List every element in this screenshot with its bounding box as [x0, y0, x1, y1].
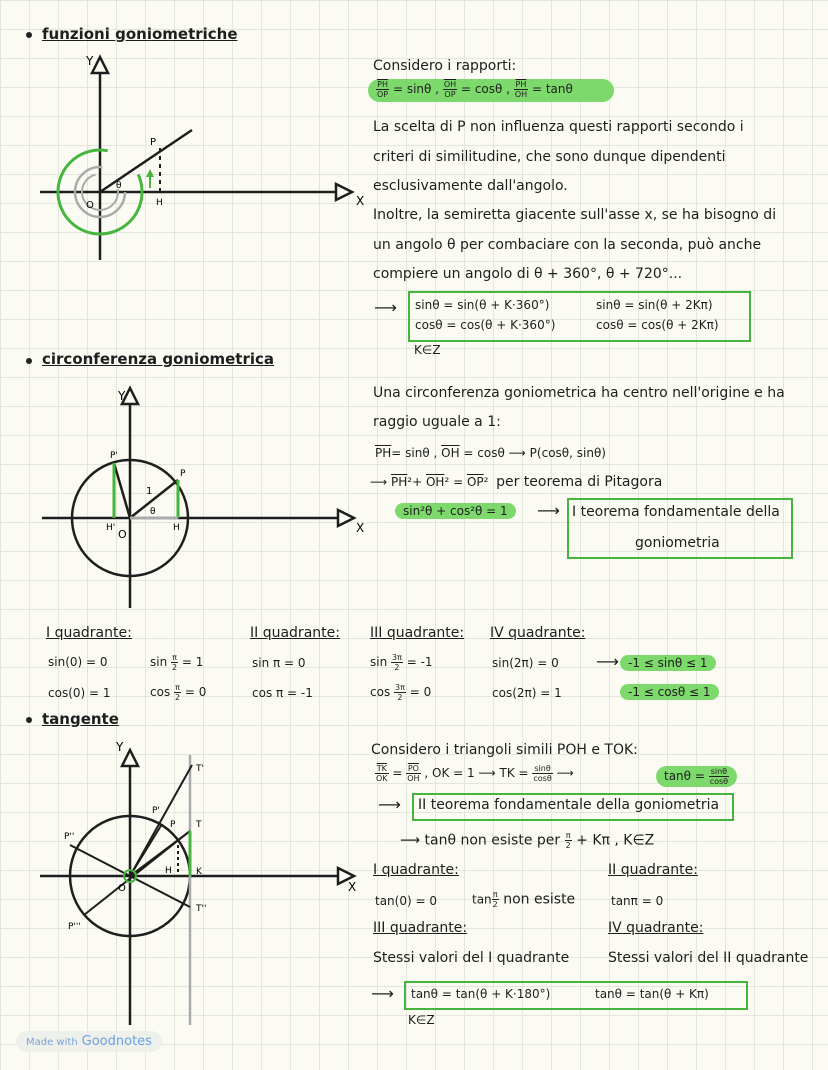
point-t-label: T	[196, 820, 202, 830]
quad-header-2: II quadrante:	[250, 625, 340, 641]
goodnotes-badge[interactable]: Made with Goodnotes	[16, 1031, 162, 1052]
q2-sin: sin π = 0	[252, 656, 306, 670]
circ-line1: Una circonferenza goniometrica ha centro nell'origine e ha	[373, 385, 785, 401]
arrow-icon-2: ⟶	[537, 501, 560, 520]
ratios: $\frac{\overline{PH}}{OP}$ = sinθ , $\frac{\overline{OH}}{OP}$ = cosθ , $\frac{\overline{PH}}{OH}$ = tanθ	[377, 80, 573, 99]
graph-tangente	[30, 735, 370, 1035]
section-title-tangente: tangente	[42, 710, 119, 728]
axis-y-label: Y	[86, 54, 94, 68]
q4-cos: cos(2π) = 1	[492, 686, 562, 700]
point-k-label: K	[196, 867, 202, 877]
axis-x-label-2: X	[356, 521, 365, 535]
axis-x-label-3: X	[348, 880, 357, 894]
section-title-circonferenza: circonferenza goniometrica	[42, 350, 275, 368]
graph-circonferenza	[30, 370, 370, 610]
para1-line3: esclusivamente dall'angolo.	[373, 178, 568, 194]
tan-quad-header-4: IV quadrante:	[608, 920, 704, 936]
q2-cos: cos π = -1	[252, 686, 313, 700]
identity-highlight: sin²θ + cos²θ = 1	[395, 503, 516, 519]
quad-header-3: III quadrante:	[370, 625, 465, 641]
theorem1-line2: goniometria	[635, 535, 720, 551]
formula-cos-deg: cosθ = cos(θ + K·360°)	[415, 318, 556, 332]
tan-q1-pi2: tan $\frac{\pi}{2}$ non esiste	[472, 890, 576, 909]
range-cos: -1 ≤ cosθ ≤ 1	[620, 684, 719, 700]
origin-label: O	[86, 200, 94, 211]
q1-sinpi2: sin $\frac{\pi}{2}$ = 1	[150, 653, 204, 672]
circ-def: $\overline{PH}= \sin\theta$ , $\overline{OH} = \cos\theta$ ⟶ P(cosθ, sinθ)	[375, 446, 606, 460]
bullet-1	[26, 32, 32, 38]
arrow-icon-5: ⟶	[371, 984, 394, 1003]
point-p1-label-3: P'	[152, 806, 160, 816]
q1-cos0: cos(0) = 1	[48, 686, 111, 700]
bullet-2	[26, 358, 32, 364]
pythagoras: ⟶ $\overline{PH}^2+ \overline{OH}^2 = \overline{OP}^2$ per teorema di Pitagora	[370, 474, 663, 490]
range-sin: -1 ≤ sinθ ≤ 1	[620, 655, 716, 671]
para1-line2: criteri di similitudine, che sono dunque dipendenti	[373, 149, 726, 165]
para2-line2: un angolo θ per combaciare con la seconda, può anche	[373, 237, 762, 253]
quad-header-4: IV quadrante:	[490, 625, 586, 641]
radius-label: 1	[146, 486, 153, 497]
arrow-icon: ⟶	[374, 298, 397, 317]
tan-similarity: $\frac{\overline{TK}}{OK}$ = $\frac{\overline{PO}}{OH}$ , OK = 1 ⟶ TK = $\frac{\sin\theta}{\cos\theta}$ ⟶	[376, 764, 574, 783]
theta-label: θ	[116, 181, 122, 191]
tan-q4: Stessi valori del II quadrante	[608, 950, 809, 966]
point-h-label-3: H	[165, 866, 172, 876]
formula-sin-rad: sinθ = sin(θ + 2Kπ)	[596, 298, 713, 312]
point-p-label: P	[150, 137, 157, 148]
tan-quad-header-1: I quadrante:	[373, 862, 459, 878]
point-h-label-2: H	[173, 523, 180, 533]
q3-sin: sin $\frac{3\pi}{2}$ = -1	[370, 653, 433, 672]
k-set-2: K∈Z	[408, 1013, 435, 1027]
intro-text: Considero i rapporti:	[373, 58, 517, 74]
q3-cos: cos $\frac{3\pi}{2}$ = 0	[370, 683, 432, 702]
point-p2-label: P''	[64, 832, 75, 842]
graph-funzioni	[30, 45, 370, 295]
theorem2: II teorema fondamentale della goniometria	[418, 797, 720, 813]
point-h1-label: H'	[106, 523, 116, 533]
point-t1-label: T'	[196, 764, 204, 774]
point-p3-label: P'''	[68, 922, 81, 932]
para2-line1: Inoltre, la semiretta giacente sull'asse x, se ha bisogno di	[373, 207, 777, 223]
origin-label-3: O	[118, 883, 126, 894]
tan-formula-deg: tanθ = tan(θ + K·180°)	[411, 987, 551, 1001]
tan-quad-header-2: II quadrante:	[608, 862, 698, 878]
q1-sin0: sin(0) = 0	[48, 655, 108, 669]
point-p1-label: P'	[110, 451, 118, 461]
tan-q3: Stessi valori del I quadrante	[373, 950, 570, 966]
circ-line2: raggio uguale a 1:	[373, 414, 501, 430]
tan-q2: tanπ = 0	[611, 894, 664, 908]
point-h-label: H	[156, 198, 163, 208]
axis-y-label-2: Y	[118, 389, 126, 403]
axis-y-label-3: Y	[116, 740, 124, 754]
arrow-icon-3: ⟶	[596, 652, 619, 671]
k-set: K∈Z	[414, 343, 441, 357]
tan-def-highlight: tanθ = $\frac{\sin\theta}{\cos\theta}$	[656, 766, 737, 787]
theorem1-line1: I teorema fondamentale della	[572, 504, 780, 520]
point-t2-label: T''	[196, 904, 207, 914]
section-title-funzioni: funzioni goniometriche	[42, 25, 238, 43]
tan-intro: Considero i triangoli simili POH e TOK:	[371, 742, 638, 758]
arrow-icon-4: ⟶	[378, 795, 401, 814]
q4-sin: sin(2π) = 0	[492, 656, 559, 670]
point-p-label-3: P	[170, 820, 176, 830]
formula-cos-rad: cosθ = cos(θ + 2Kπ)	[596, 318, 719, 332]
origin-label-2: O	[118, 528, 127, 541]
tan-formula-rad: tanθ = tan(θ + Kπ)	[595, 987, 709, 1001]
q1-cospi2: cos $\frac{\pi}{2}$ = 0	[150, 683, 207, 702]
tan-q1-zero: tan(0) = 0	[375, 894, 437, 908]
formula-sin-deg: sinθ = sin(θ + K·360°)	[415, 298, 550, 312]
point-p-label-2: P	[180, 469, 186, 479]
quad-header-1: I quadrante:	[46, 625, 132, 641]
theta-label-2: θ	[150, 507, 156, 517]
axis-x-label: X	[356, 194, 365, 208]
bullet-3	[26, 717, 32, 723]
para1-line1: La scelta di P non influenza questi rapporti secondo i	[373, 119, 744, 135]
tan-quad-header-3: III quadrante:	[373, 920, 468, 936]
para2-line3: compiere un angolo di θ + 360°, θ + 720°...	[373, 266, 683, 282]
tan-notexist: ⟶ tanθ non esiste per $\frac{\pi}{2}$ + Kπ , K∈Z	[400, 831, 655, 850]
